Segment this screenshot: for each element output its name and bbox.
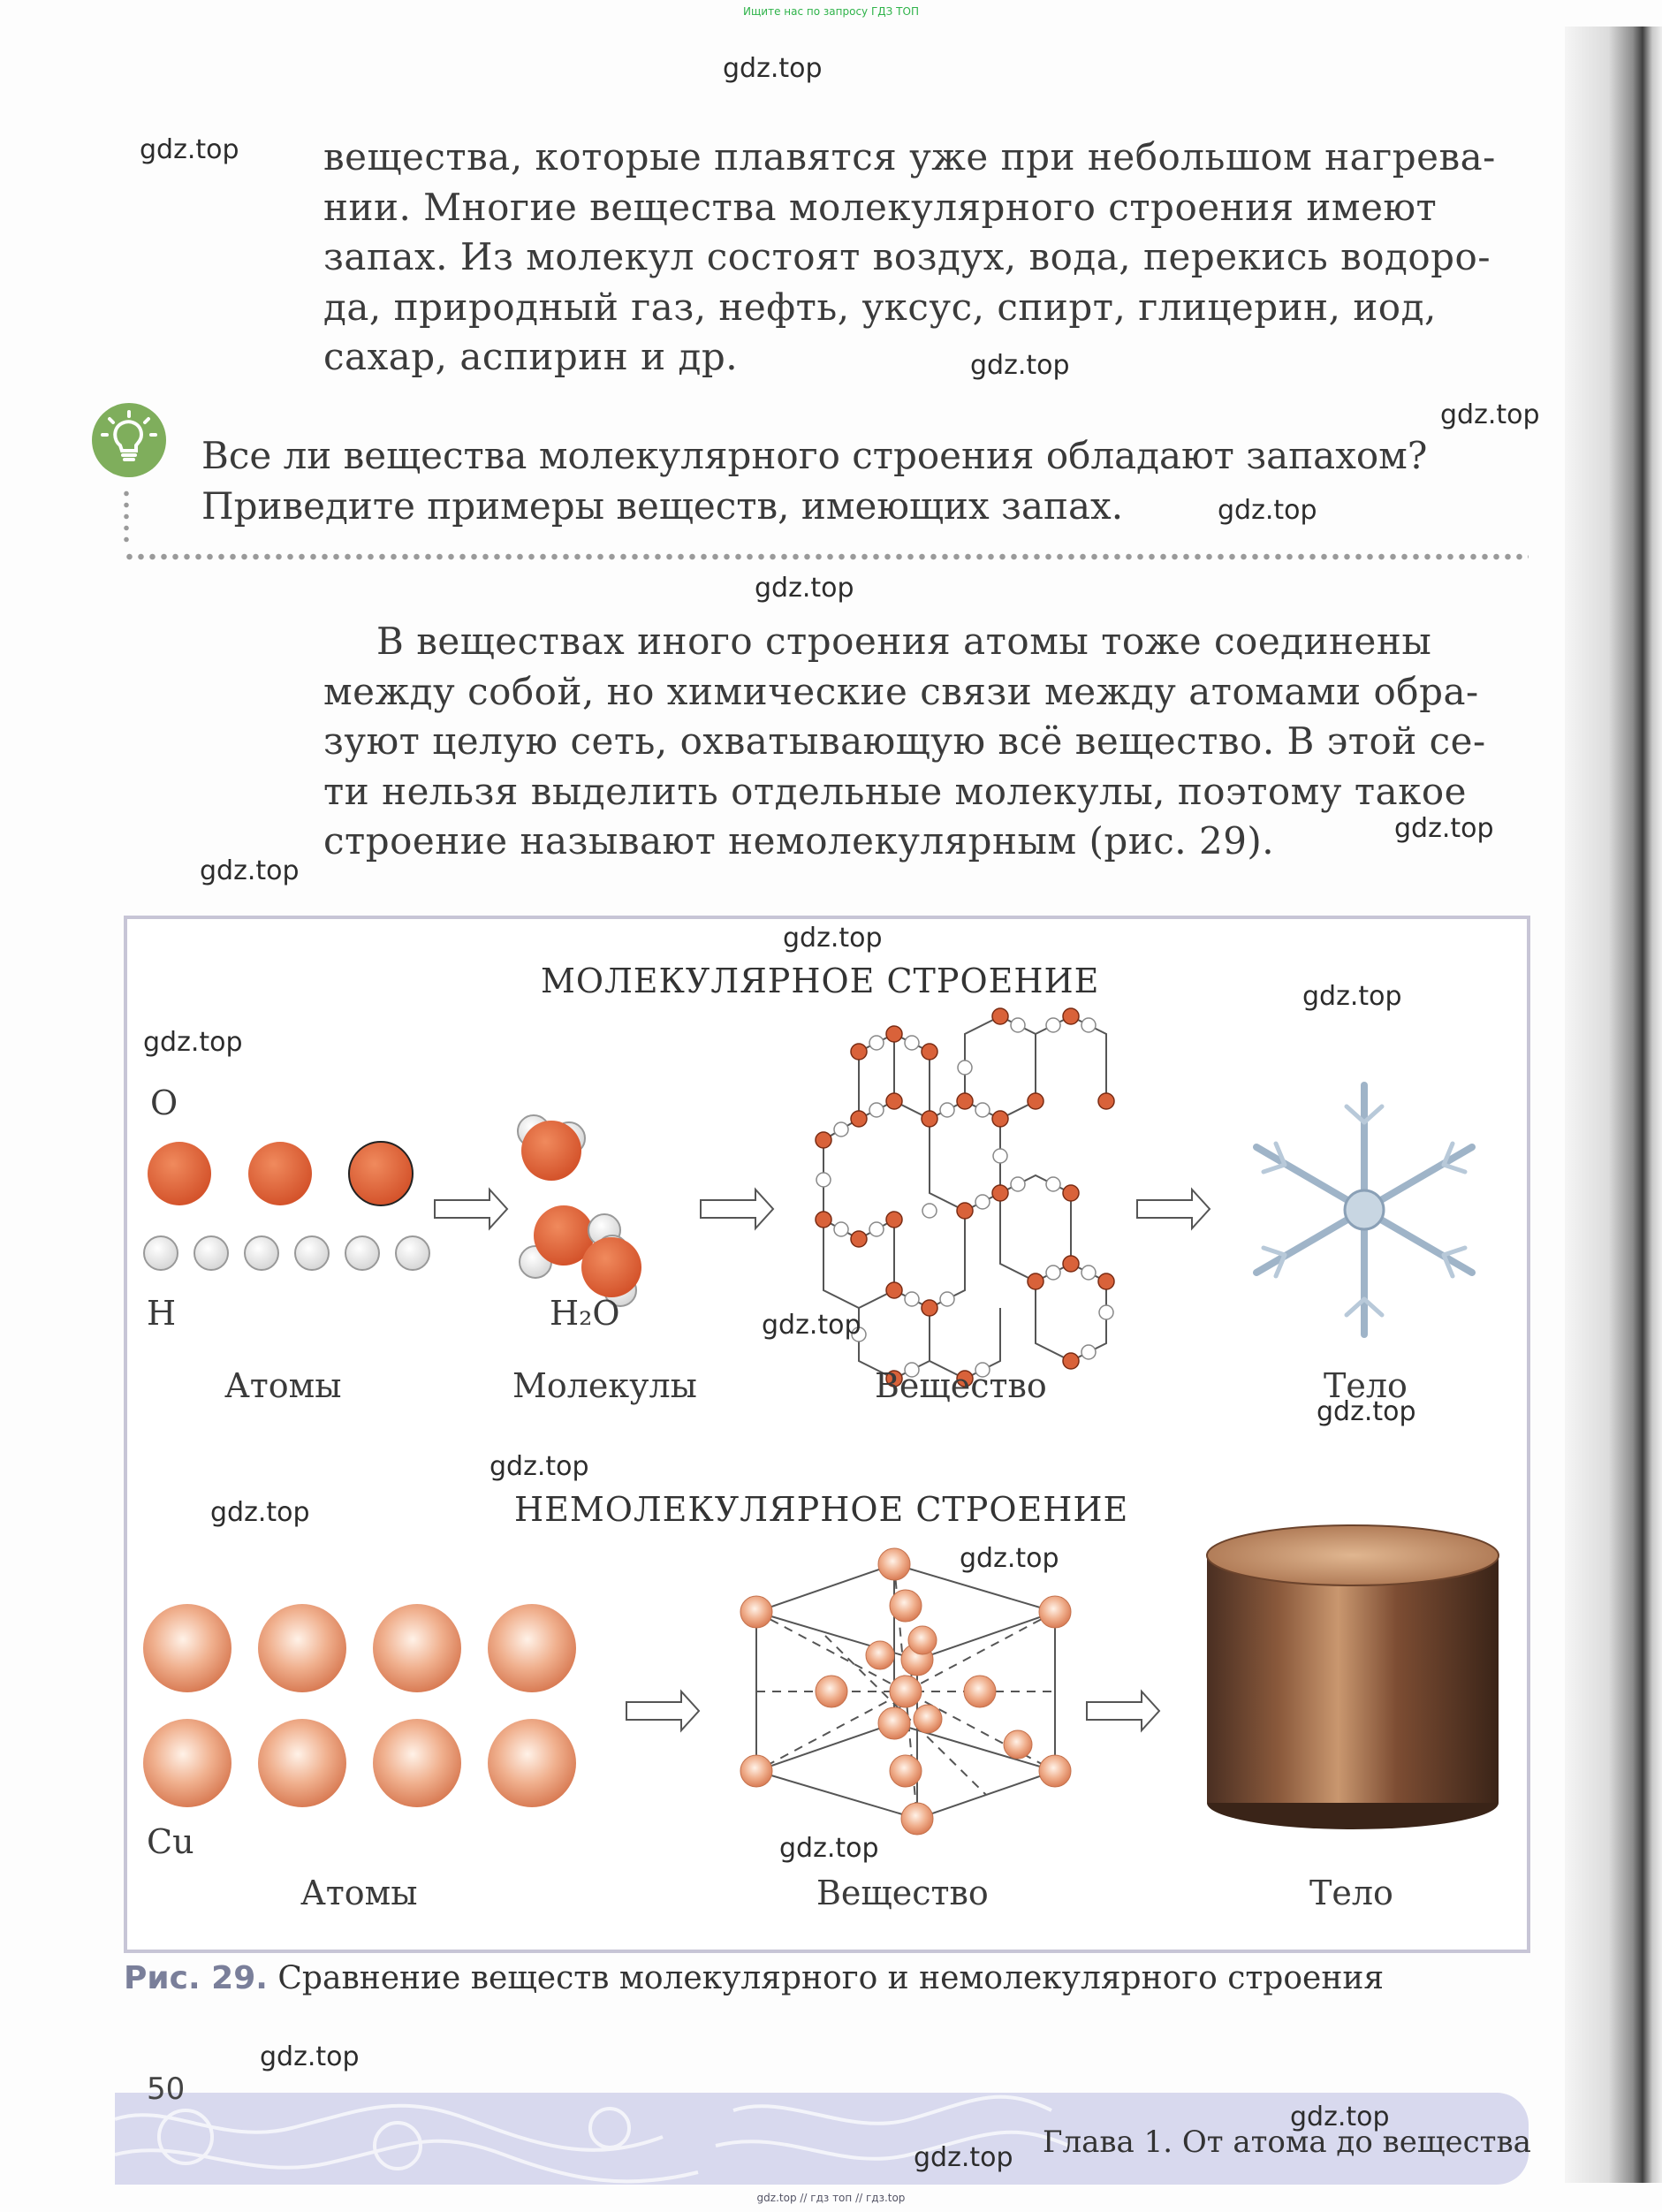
watermark: gdz.top [210,1497,310,1528]
watermark: gdz.top [140,134,239,165]
book-spine-shadow [1565,27,1662,2183]
molecular-atoms-label: Атомы [224,1366,342,1405]
snowflake-icon [1256,1085,1472,1334]
copper-atoms [143,1604,576,1807]
paragraph-2 [323,617,1527,867]
molecules-label: Молекулы [512,1366,697,1405]
copper-label: Cu [147,1822,194,1861]
nonmolecular-body-label: Тело [1309,1874,1393,1912]
watermark: gdz.top [914,2142,1013,2173]
question-divider-horizontal [124,553,1529,560]
nonmolecular-atoms-label: Атомы [300,1874,418,1912]
chapter-title: Глава 1. От атома до вещества [1043,2125,1531,2160]
hydrogen-atoms [144,1236,429,1270]
footer-hint: gdz.top // гдз топ // гдз.top [756,2192,906,2204]
paragraph-line: строение называют немолекулярным (рис. 29). [323,819,1275,863]
watermark: gdz.top [1394,813,1494,844]
paragraph-1 [323,133,1527,383]
watermark: gdz.top [1317,1396,1416,1427]
paragraph-line: нии. Многие вещества молекулярного строения имеют [323,185,1438,229]
watermark: gdz.top [260,2041,360,2072]
watermark: gdz.top [762,1310,861,1341]
question-divider-vertical [124,488,129,543]
watermark: gdz.top [755,573,854,604]
caption-text: Сравнение веществ молекулярного и немолекулярного строения [277,1960,1385,1996]
paragraph-line: да, природный газ, нефть, уксус, спирт, глицерин, иод, [323,285,1437,329]
watermark: gdz.top [783,923,883,954]
molecular-substance-label: Вещество [875,1366,1047,1405]
oxygen-atoms [148,1142,413,1205]
molecular-structure-title: МОЛЕКУЛЯРНОЕ СТРОЕНИЕ [541,962,1100,1000]
paragraph-line: запах. Из молекул состоят воздух, вода, перекись водоро- [323,235,1491,278]
paragraph-line: сахар, аспирин и др. [323,335,739,378]
watermark: gdz.top [723,53,823,84]
question-line: Все ли вещества молекулярного строения обладают запахом? [201,434,1428,477]
watermark: gdz.top [779,1833,879,1864]
watermark: gdz.top [489,1451,589,1482]
caption-prefix: Рис. 29. [124,1960,268,1996]
paragraph-line: В веществах иного строения атомы тоже соединены [376,620,1432,663]
paragraph-line: вещества, которые плавятся уже при небольшом нагрева- [323,135,1496,179]
figure-caption [124,1960,1384,1996]
water-formula-label: H₂O [550,1294,620,1333]
page-number: 50 [147,2071,186,2107]
watermark: gdz.top [1290,2102,1390,2132]
paragraph-line: ти нельзя выделить отдельные молекулы, поэтому такое [323,769,1468,813]
oxygen-label: O [150,1083,178,1122]
paragraph-line: зуют целую сеть, охватывающую всё вещество. В этой се- [323,719,1486,763]
watermark: gdz.top [1440,399,1540,430]
figure-29 [124,916,1530,1953]
watermark: gdz.top [1218,495,1317,526]
paragraph-line: между собой, но химические связи между атомами обра- [323,669,1479,713]
watermark: gdz.top [960,1543,1059,1574]
figure-artwork [127,919,1527,1950]
lightbulb-icon [92,403,166,477]
watermark: gdz.top [200,855,300,886]
molecular-body-label: Тело [1324,1366,1408,1405]
water-molecules [518,1115,641,1306]
watermark: gdz.top [970,350,1070,381]
question-text [201,431,1527,531]
nonmolecular-substance-label: Вещество [816,1874,989,1912]
copper-cylinder [1207,1525,1499,1829]
hydrogen-label: H [147,1294,177,1333]
watermark: gdz.top [1302,981,1402,1012]
search-hint: Ищите нас по запросу ГДЗ ТОП [743,5,919,18]
nonmolecular-structure-title: НЕМОЛЕКУЛЯРНОЕ СТРОЕНИЕ [514,1490,1129,1529]
watermark: gdz.top [143,1027,243,1058]
question-line: Приведите примеры веществ, имеющих запах. [201,483,1124,528]
